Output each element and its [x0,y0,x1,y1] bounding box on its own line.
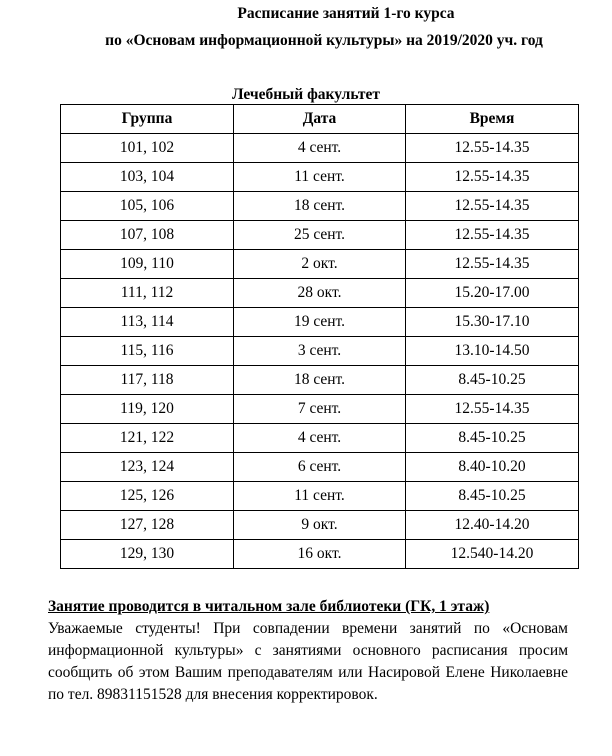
cell-time: 8.45-10.25 [406,366,579,395]
cell-date: 18 сент. [234,192,406,221]
cell-date: 3 сент. [234,337,406,366]
cell-time: 13.10-14.50 [406,337,579,366]
cell-group: 121, 122 [61,424,234,453]
table-row [61,192,579,221]
cell-time: 12.55-14.35 [406,395,579,424]
table-row [61,163,579,192]
cell-date: 4 сент. [234,134,406,163]
cell-date: 11 сент. [234,482,406,511]
table-row [61,250,579,279]
cell-group: 101, 102 [61,134,234,163]
cell-date: 9 окт. [234,511,406,540]
page-title: Расписание занятий 1-го курса [237,5,455,22]
cell-group: 107, 108 [61,221,234,250]
cell-group: 103, 104 [61,163,234,192]
faculty-heading: Лечебный факультет [231,86,381,103]
cell-group: 129, 130 [61,540,234,569]
table-row [61,453,579,482]
cell-group: 123, 124 [61,453,234,482]
cell-group: 117, 118 [61,366,234,395]
cell-time: 12.55-14.35 [406,221,579,250]
column-header-time: Время [406,105,579,134]
cell-group: 109, 110 [61,250,234,279]
table-row [61,395,579,424]
table-row [61,337,579,366]
page-subtitle: по «Основам информационной культуры» на 2019/2020 уч. год [105,32,543,49]
cell-date: 11 сент. [234,163,406,192]
table-body [61,134,579,569]
cell-date: 18 сент. [234,366,406,395]
cell-time: 12.55-14.35 [406,250,579,279]
cell-date: 16 окт. [234,540,406,569]
cell-date: 7 сент. [234,395,406,424]
table-row [61,540,579,569]
cell-group: 111, 112 [61,279,234,308]
table-row [61,308,579,337]
cell-group: 113, 114 [61,308,234,337]
cell-date: 6 сент. [234,453,406,482]
cell-date: 25 сент. [234,221,406,250]
cell-group: 115, 116 [61,337,234,366]
cell-group: 127, 128 [61,511,234,540]
column-header-date: Дата [234,105,406,134]
cell-time: 8.45-10.25 [406,424,579,453]
cell-date: 28 окт. [234,279,406,308]
cell-time: 15.20-17.00 [406,279,579,308]
cell-time: 12.540-14.20 [406,540,579,569]
cell-date: 2 окт. [234,250,406,279]
table-row [61,366,579,395]
cell-date: 4 сент. [234,424,406,453]
cell-time: 12.40-14.20 [406,511,579,540]
table-row [61,221,579,250]
cell-date: 19 сент. [234,308,406,337]
cell-time: 8.40-10.20 [406,453,579,482]
cell-time: 12.55-14.35 [406,163,579,192]
cell-group: 105, 106 [61,192,234,221]
cell-time: 15.30-17.10 [406,308,579,337]
notice-heading: Занятие проводится в читальном зале библиотеки (ГК, 1 этаж) [48,598,490,615]
cell-time: 12.55-14.35 [406,192,579,221]
table-header-row [61,105,579,134]
cell-group: 125, 126 [61,482,234,511]
cell-time: 12.55-14.35 [406,134,579,163]
table-row [61,279,579,308]
cell-group: 119, 120 [61,395,234,424]
table-row [61,482,579,511]
column-header-group: Группа [61,105,234,134]
notice-block [48,596,568,706]
cell-time: 8.45-10.25 [406,482,579,511]
schedule-table [60,104,579,569]
table-row [61,511,579,540]
table-row [61,134,579,163]
table-row [61,424,579,453]
notice-text: Уважаемые студенты! При совпадении времени занятий по «Основам информационной культуры» с занятиями основного расписания просим сообщить об этом Вашим преподавателям или Насировой Елене Николаевне по тел. 89831151528 для внесения корректировок. [48,620,568,703]
